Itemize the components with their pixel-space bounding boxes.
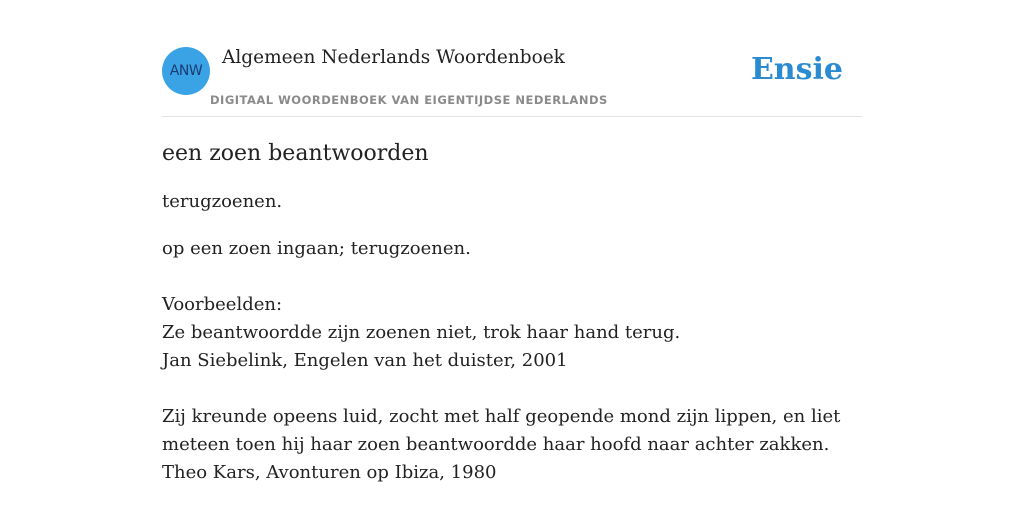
source-title[interactable]: Algemeen Nederlands Woordenboek (222, 47, 565, 68)
example-source: Jan Siebelink, Engelen van het duister, 2001 (162, 350, 568, 371)
example-source: Theo Kars, Avonturen op Ibiza, 1980 (162, 462, 497, 483)
example-quote: Ze beantwoordde zijn zoenen niet, trok haar hand terug. (162, 322, 681, 343)
long-definition: op een zoen ingaan; terugzoenen. (162, 238, 471, 259)
header (162, 46, 862, 117)
anw-logo[interactable]: ANW (162, 47, 210, 95)
example (162, 403, 862, 487)
example (162, 319, 862, 375)
entry (162, 138, 862, 512)
source-subtitle: DIGITAAL WOORDENBOEK VAN EIGENTIJDSE NEDERLANDS (210, 93, 608, 107)
example-quote: Zij kreunde opeens luid, zocht met half geopende mond zijn lippen, en liet (162, 406, 841, 427)
ensie-logo[interactable]: Ensie (750, 52, 843, 87)
entry-term: een zoen beantwoorden (162, 141, 429, 166)
example-quote: meteen toen hij haar zoen beantwoordde haar hoofd naar achter zakken. (162, 434, 830, 455)
short-definition: terugzoenen. (162, 191, 283, 212)
examples-label: Voorbeelden: (162, 294, 283, 315)
